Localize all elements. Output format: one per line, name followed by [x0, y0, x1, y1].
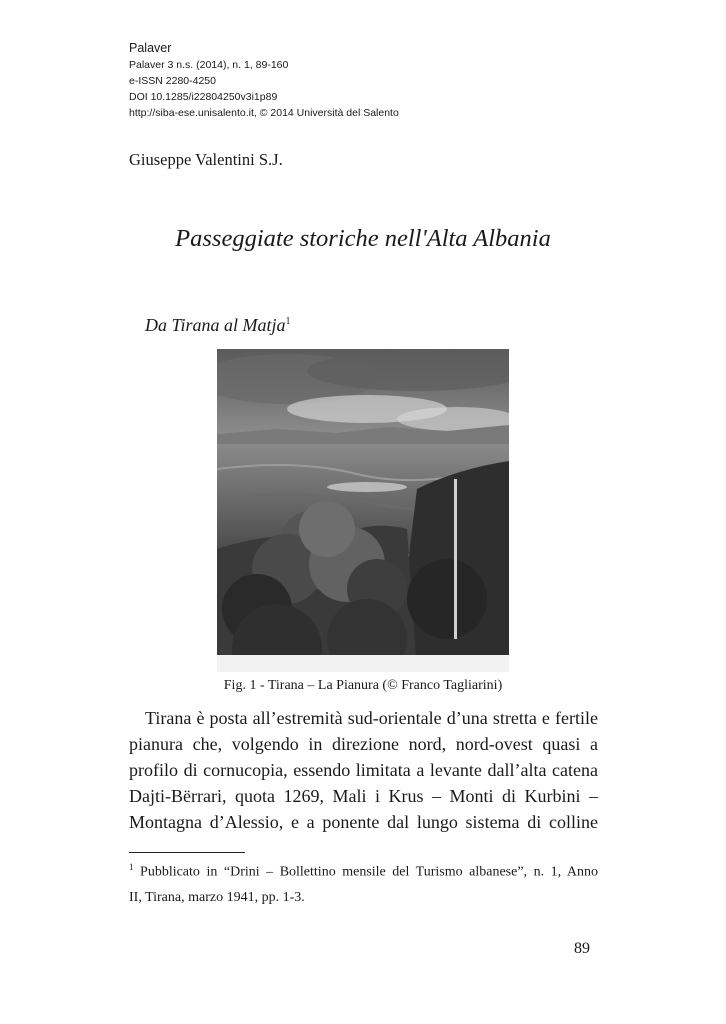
journal-name: Palaver	[129, 41, 172, 55]
author-name: Giuseppe Valentini S.J.	[129, 150, 283, 169]
footnote-text: Pubblicato in “Drini – Bollettino mensile del Turismo albanese”, n. 1, Anno	[140, 864, 598, 880]
journal-url: http://siba-ese.unisalento.it, © 2014 Università del Salento	[129, 107, 399, 119]
section-title: Da Tirana al Matja	[145, 315, 286, 335]
body-line: Montagna d’Alessio, e a ponente dal lungo sistema di colline	[129, 812, 598, 832]
footnote	[129, 855, 598, 910]
body-line: profilo di cornucopia, essendo limitata a levante dall’alta catena	[129, 760, 598, 780]
journal-issn: e-ISSN 2280-4250	[129, 75, 216, 87]
footnote-line-2: II, Tirana, marzo 1941, pp. 1-3.	[129, 889, 305, 905]
page-number: 89	[574, 940, 590, 957]
article-title: Passeggiate storiche nell'Alta Albania	[175, 225, 551, 252]
journal-citation: Palaver 3 n.s. (2014), n. 1, 89-160	[129, 59, 289, 71]
footnote-line-1	[129, 855, 598, 885]
footnote-divider	[129, 852, 245, 853]
journal-header	[129, 40, 399, 121]
footnote-ref: 1	[285, 316, 291, 327]
body-line: Dajti-Bërrari, quota 1269, Mali i Krus – Monti di Kurbini –	[129, 786, 598, 806]
body-line: Tirana è posta all’estremità sud-orientale d’una stretta e fertile	[145, 708, 598, 728]
footnote-marker: 1	[129, 862, 134, 872]
section-heading	[145, 315, 291, 336]
journal-doi: DOI 10.1285/i22804250v3i1p89	[129, 91, 278, 103]
body-line: pianura che, volgendo in direzione nord, nord-ovest quasi a	[129, 734, 598, 754]
landscape-photo	[217, 349, 509, 672]
figure-photo	[217, 349, 509, 672]
figure-caption: Fig. 1 - Tirana – La Pianura (© Franco Tagliarini)	[223, 678, 503, 693]
body-paragraph	[129, 705, 598, 835]
